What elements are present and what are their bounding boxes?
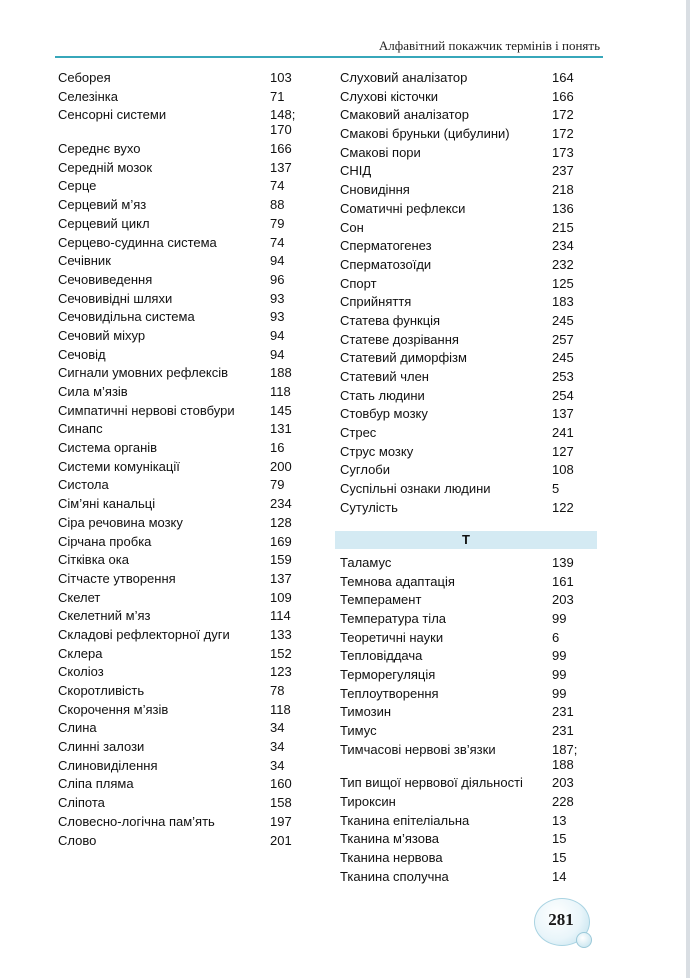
- index-term: Середній мозок: [58, 159, 153, 175]
- index-entry: [58, 814, 318, 829]
- index-pages: 108: [552, 462, 574, 478]
- index-term: Температура тіла: [340, 610, 447, 626]
- index-entry: [340, 686, 600, 701]
- index-term: Слина: [58, 720, 97, 736]
- index-pages: 34: [270, 739, 285, 755]
- index-pages: 166: [552, 88, 574, 104]
- index-term: Серцевий цикл: [58, 215, 150, 231]
- index-entry: [58, 515, 318, 530]
- index-entry: [340, 182, 600, 197]
- index-pages: 16: [270, 440, 285, 456]
- index-pages: 183: [552, 294, 574, 310]
- index-entry: [58, 739, 318, 754]
- index-pages: 94: [270, 346, 285, 362]
- index-pages: 172: [552, 107, 574, 123]
- index-entry: [58, 89, 318, 104]
- index-term: СНІД: [340, 163, 372, 179]
- index-term: Тканина сполучна: [340, 868, 449, 884]
- index-entry: [58, 702, 318, 717]
- index-entry: [58, 178, 318, 193]
- index-entry: [340, 742, 600, 772]
- index-pages: 158: [270, 795, 292, 811]
- index-entry: [58, 571, 318, 586]
- index-entry: [58, 197, 318, 212]
- index-pages: 127: [552, 443, 574, 459]
- index-pages: 234: [270, 496, 292, 512]
- index-pages: 79: [270, 477, 285, 493]
- index-pages: 237: [552, 163, 574, 179]
- index-entry: [340, 611, 600, 626]
- index-term: Селезінка: [58, 88, 118, 104]
- index-term: Сперматогенез: [340, 238, 432, 254]
- index-pages: 228: [552, 794, 574, 810]
- index-pages: 215: [552, 219, 574, 235]
- index-term: Смакові пори: [340, 144, 421, 160]
- index-pages: 123: [270, 664, 292, 680]
- index-entry: [58, 627, 318, 642]
- index-pages: 74: [270, 178, 285, 194]
- index-term: Слуховий аналізатор: [340, 70, 468, 85]
- index-pages: 161: [552, 573, 574, 589]
- index-term: Сліпа пляма: [58, 776, 134, 792]
- index-pages: 99: [552, 666, 567, 682]
- index-pages: 139: [552, 554, 574, 570]
- index-pages: 79: [270, 215, 285, 231]
- index-entry: [340, 704, 600, 719]
- index-entry: [58, 160, 318, 175]
- page-edge: [686, 0, 690, 978]
- index-pages: 137: [552, 406, 574, 422]
- running-header: Алфавітний покажчик термінів і понять: [378, 38, 600, 53]
- index-term: Таламус: [340, 554, 392, 570]
- index-pages: 245: [552, 312, 574, 328]
- index-entry: [58, 534, 318, 549]
- index-entry: [58, 720, 318, 735]
- index-pages: 71: [270, 88, 285, 104]
- index-pages: 74: [270, 234, 285, 250]
- index-term: Темперамент: [340, 592, 422, 608]
- index-entry: [340, 723, 600, 738]
- index-entry: [340, 107, 600, 122]
- index-term: Статеве дозрівання: [340, 331, 459, 347]
- index-term: Статевий диморфізм: [340, 350, 467, 366]
- index-entry: [58, 328, 318, 343]
- index-term: Тепловіддача: [340, 648, 423, 664]
- index-term: Слинні залози: [58, 739, 145, 755]
- index-entry: [58, 384, 318, 399]
- index-pages: 94: [270, 327, 285, 343]
- index-term: Сечовивідні шляхи: [58, 290, 173, 306]
- index-pages: 109: [270, 589, 292, 605]
- index-pages: 203: [552, 592, 574, 608]
- index-pages: 201: [270, 832, 292, 848]
- index-pages: 218: [552, 182, 574, 198]
- index-term: Тканина епітеліальна: [340, 812, 470, 828]
- index-pages: 245: [552, 350, 574, 366]
- page-number: 281: [548, 910, 574, 929]
- index-term: Сутулість: [340, 499, 398, 515]
- index-entry: [340, 500, 600, 515]
- index-term: Теплоутворення: [340, 685, 439, 701]
- index-pages: 136: [552, 200, 574, 216]
- index-entry: [340, 388, 600, 403]
- index-term: Сила м’язів: [58, 384, 128, 399]
- index-entry: [340, 70, 600, 85]
- index-entry: [58, 795, 318, 810]
- index-term: Струс мозку: [340, 443, 414, 459]
- index-entry: [58, 309, 318, 324]
- index-pages: 15: [552, 850, 567, 866]
- index-pages: 125: [552, 275, 574, 291]
- index-term: Суглоби: [340, 462, 391, 478]
- index-entry: [58, 590, 318, 605]
- index-entry: [340, 850, 600, 865]
- index-pages: 234: [552, 238, 574, 254]
- index-term: Сліпота: [58, 795, 105, 811]
- index-pages: 103: [270, 70, 292, 85]
- index-entry: [58, 107, 318, 137]
- index-pages: 13: [552, 812, 567, 828]
- index-entry: [340, 630, 600, 645]
- index-term: Сенсорні системи: [58, 107, 167, 123]
- index-pages: 197: [270, 813, 292, 829]
- index-pages: 99: [552, 685, 567, 701]
- index-term: Смакові бруньки (цибулини): [340, 126, 510, 142]
- index-term: Сірчана пробка: [58, 533, 152, 549]
- index-pages: 148; 170: [270, 107, 296, 138]
- index-pages: 88: [270, 197, 285, 213]
- index-entry: [340, 869, 600, 884]
- index-term: Статева функція: [340, 312, 441, 328]
- index-pages: 188: [270, 365, 292, 381]
- index-term: Спорт: [340, 275, 377, 291]
- index-entry: [340, 276, 600, 291]
- index-term: Суспільні ознаки людини: [340, 481, 491, 497]
- index-term: Сперматозоїди: [340, 256, 432, 272]
- index-pages: 241: [552, 425, 574, 441]
- index-pages: 137: [270, 159, 292, 175]
- index-entry: [58, 608, 318, 623]
- index-term: Терморегуляція: [340, 666, 436, 682]
- index-entry: [58, 141, 318, 156]
- index-pages: 160: [270, 776, 292, 792]
- index-pages: 203: [552, 775, 574, 791]
- index-entry: [340, 350, 600, 365]
- index-term: Системи комунікації: [58, 458, 180, 474]
- index-term: Тканина нервова: [340, 850, 443, 866]
- index-term: Смаковий аналізатор: [340, 107, 469, 123]
- index-term: Стовбур мозку: [340, 406, 428, 422]
- index-entry: [340, 406, 600, 421]
- index-entry: [340, 831, 600, 846]
- index-pages: 78: [270, 683, 285, 698]
- index-pages: 34: [270, 720, 285, 736]
- index-pages: 128: [270, 514, 292, 530]
- index-pages: 145: [270, 402, 292, 418]
- index-entry: [58, 683, 318, 698]
- index-entry: [340, 369, 600, 384]
- index-pages: 164: [552, 70, 574, 85]
- index-term: Статевий член: [340, 369, 429, 384]
- index-term: Сприйняття: [340, 294, 412, 310]
- index-entry: [340, 201, 600, 216]
- index-pages: 253: [552, 369, 574, 384]
- index-term: Система органів: [58, 440, 158, 456]
- index-pages: 131: [270, 421, 292, 437]
- index-pages: 159: [270, 552, 292, 568]
- index-entry: [58, 552, 318, 567]
- index-term: Сім’яні канальці: [58, 496, 156, 512]
- index-entry: [58, 365, 318, 380]
- index-term: Стрес: [340, 425, 377, 441]
- index-term: Словесно-логічна пам’ять: [58, 813, 215, 829]
- index-pages: 200: [270, 458, 292, 474]
- index-pages: 254: [552, 387, 574, 403]
- index-term: Тимчасові нервові зв’язки: [340, 741, 496, 757]
- index-pages: 137: [270, 570, 292, 586]
- index-column-right: [340, 70, 600, 888]
- index-term: Себорея: [58, 70, 111, 85]
- index-entry: [58, 403, 318, 418]
- index-pages: 257: [552, 331, 574, 347]
- index-pages: 14: [552, 868, 567, 884]
- index-term: Сітчасте утворення: [58, 570, 176, 586]
- index-term: Слухові кісточки: [340, 88, 439, 104]
- index-term: Слиновиділення: [58, 757, 158, 773]
- index-entry: [58, 833, 318, 848]
- index-pages: 122: [552, 499, 574, 515]
- index-entry: [58, 664, 318, 679]
- index-pages: 118: [270, 384, 291, 399]
- index-term: Сновидіння: [340, 182, 410, 198]
- index-entry: [340, 481, 600, 496]
- index-pages: 169: [270, 533, 292, 549]
- index-term: Систола: [58, 477, 109, 493]
- index-entry: [340, 794, 600, 809]
- index-entry: [58, 272, 318, 287]
- index-pages: 232: [552, 256, 574, 272]
- index-entry: [340, 425, 600, 440]
- index-entry: [340, 332, 600, 347]
- index-entry: [340, 89, 600, 104]
- index-pages: 152: [270, 645, 292, 661]
- index-pages: 166: [270, 141, 292, 157]
- index-entry: [58, 235, 318, 250]
- index-pages: 93: [270, 309, 285, 325]
- index-entry: [58, 291, 318, 306]
- index-pages: 5: [552, 481, 560, 497]
- index-term: Скелетний м’яз: [58, 608, 151, 624]
- header-rule: [55, 56, 603, 58]
- index-entry: [340, 238, 600, 253]
- index-term: Сечівник: [58, 253, 111, 269]
- index-entry: [58, 70, 318, 85]
- index-term: Серце: [58, 178, 97, 194]
- index-term: Сколіоз: [58, 664, 104, 680]
- index-entry: [340, 313, 600, 328]
- index-pages: 99: [552, 610, 567, 626]
- index-term: Сечовід: [58, 346, 106, 362]
- index-entry: [340, 775, 600, 790]
- index-pages: 114: [270, 608, 291, 624]
- index-term: Соматичні рефлекси: [340, 200, 466, 216]
- index-entry: [58, 421, 318, 436]
- index-entry: [58, 440, 318, 455]
- index-entry: [58, 459, 318, 474]
- index-term: Склера: [58, 645, 103, 661]
- index-term: Теоретичні науки: [340, 629, 444, 645]
- index-entry: [58, 776, 318, 791]
- index-entry: [340, 220, 600, 235]
- index-pages: 187; 188: [552, 741, 578, 772]
- index-entry: [340, 257, 600, 272]
- index-entry: [340, 667, 600, 682]
- section-heading-t: Т: [335, 531, 597, 549]
- index-pages: 34: [270, 757, 285, 773]
- index-term: Сечовий міхур: [58, 327, 146, 343]
- index-entry: [340, 592, 600, 607]
- index-entry: [340, 294, 600, 309]
- index-entry: [340, 126, 600, 141]
- index-term: Сечовидільна система: [58, 309, 195, 325]
- index-column-left: [58, 70, 318, 851]
- index-pages: 133: [270, 626, 292, 642]
- index-pages: 15: [552, 831, 567, 847]
- page-number-badge: [534, 898, 592, 946]
- index-term: Тимозин: [340, 704, 392, 720]
- decorative-bubble: [576, 932, 592, 948]
- index-term: Сіра речовина мозку: [58, 514, 183, 530]
- index-pages: 172: [552, 126, 574, 142]
- index-entry: [58, 216, 318, 231]
- index-entry: [340, 444, 600, 459]
- index-term: Тканина м’язова: [340, 831, 439, 847]
- index-term: Середнє вухо: [58, 141, 141, 157]
- index-term: Скоротливість: [58, 683, 145, 698]
- index-term: Складові рефлекторної дуги: [58, 626, 230, 642]
- index-term: Синапс: [58, 421, 103, 437]
- index-term: Тимус: [340, 723, 377, 738]
- index-term: Скелет: [58, 589, 101, 605]
- index-entry: [340, 163, 600, 178]
- index-entry: [58, 496, 318, 511]
- index-term: Тип вищої нервової діяльності: [340, 775, 523, 791]
- index-entry: [340, 555, 600, 570]
- index-term: Слово: [58, 832, 97, 848]
- index-entry: [58, 646, 318, 661]
- index-term: Тироксин: [340, 794, 396, 810]
- index-entry: [58, 477, 318, 492]
- index-entry: [58, 253, 318, 268]
- index-entry: [58, 758, 318, 773]
- index-term: Сон: [340, 219, 364, 235]
- index-term: Симпатичні нервові стовбури: [58, 402, 235, 418]
- index-pages: 231: [552, 704, 574, 720]
- index-entry: [340, 813, 600, 828]
- index-term: Серцевий м’яз: [58, 197, 147, 213]
- index-entry: [340, 145, 600, 160]
- index-term: Стать людини: [340, 387, 425, 403]
- index-pages: 96: [270, 271, 285, 287]
- index-term: Темнова адаптація: [340, 573, 455, 589]
- index-pages: 231: [552, 723, 574, 738]
- index-entry: [58, 347, 318, 362]
- index-term: Сигнали умовних рефлексів: [58, 365, 229, 381]
- index-term: Сітківка ока: [58, 552, 129, 568]
- index-pages: 99: [552, 648, 567, 664]
- index-term: Серцево-судинна система: [58, 234, 217, 250]
- index-pages: 94: [270, 253, 285, 269]
- index-pages: 93: [270, 290, 285, 306]
- index-entry: [340, 462, 600, 477]
- index-pages: 6: [552, 629, 560, 645]
- index-pages: 118: [270, 701, 291, 717]
- index-entry: [340, 648, 600, 663]
- index-term: Сечовиведення: [58, 271, 153, 287]
- index-pages: 173: [552, 144, 574, 160]
- index-term: Скорочення м’язів: [58, 701, 169, 717]
- index-entry: [340, 574, 600, 589]
